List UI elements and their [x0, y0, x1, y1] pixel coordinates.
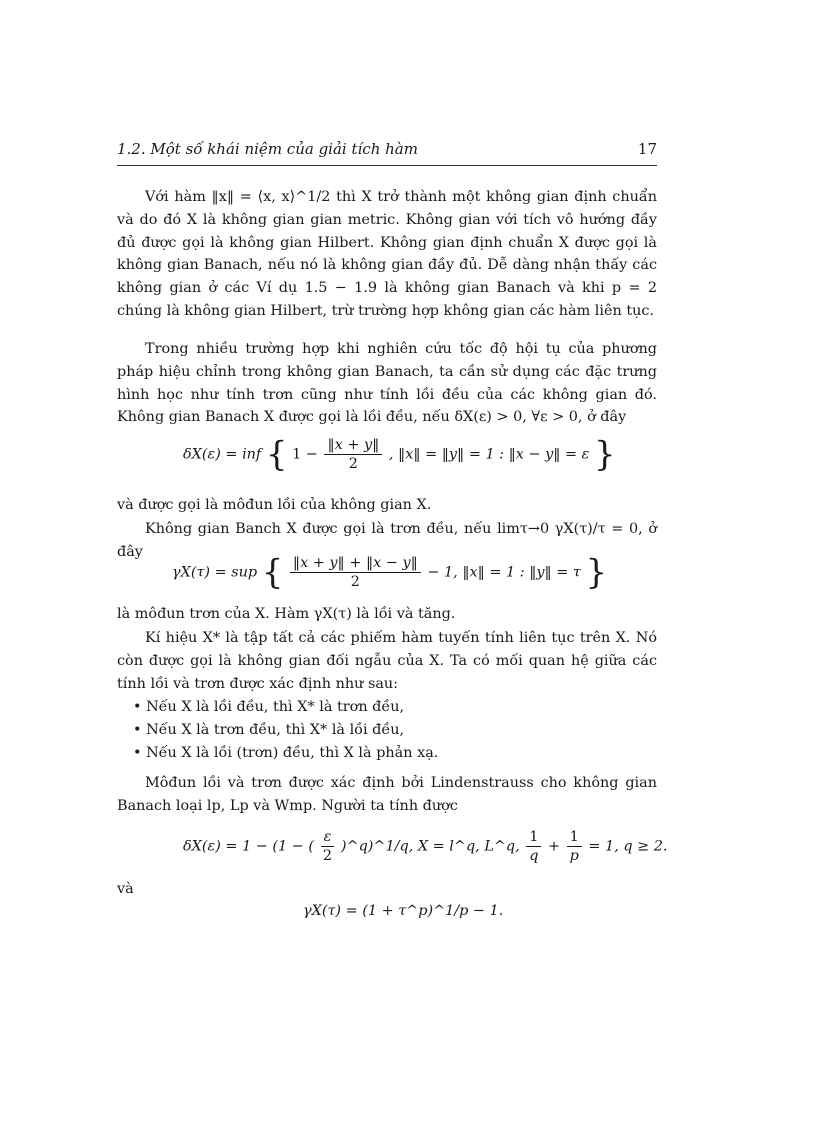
eq-lp-plus: +: [548, 838, 561, 855]
paragraph-4-text: Không gian Banch X được gọi là trơn đều, nếu limτ→0 γX(τ)/τ = 0, ở đây: [117, 521, 657, 560]
equation-lp: [117, 828, 723, 865]
section-title: 1.2. Một số khái niệm của giải tích hàm: [117, 140, 418, 158]
eq-gamma-den: 2: [350, 574, 360, 590]
right-brace: }: [593, 434, 616, 475]
eq-lp-one-q: 1: [526, 828, 541, 847]
page-number: 17: [637, 140, 657, 158]
paragraph-3: [117, 494, 657, 517]
eq-lp-frac-q: [526, 828, 541, 865]
equation-gamma-lp: [117, 903, 816, 919]
bullet-list: [117, 696, 657, 764]
paragraph-6: [117, 627, 657, 695]
header-rule: [117, 165, 657, 166]
left-brace: {: [265, 434, 288, 475]
left-brace: {: [261, 552, 284, 593]
paragraph-1-text: Với hàm ‖x‖ = ⟨x, x⟩^1/2 thì X trở thành một không gian định chuẩn và do đó X là không gian gian metric. Không gian với tích vô hướng đầy đủ được gọi là không gian Hilbert. Không gian định chuẩn X được gọi là không gian Banach, nếu nó là không gian đầy đủ. Dễ dàng nhận thấy các không gian ở các Ví dụ 1.5 − 1.9 là không gian Banach và khi p = 2 chúng là không gian Hilbert, trừ trường hợp không gian các hàm liên tục.: [117, 189, 657, 319]
equation-delta: [117, 436, 723, 473]
eq-delta-den: 2: [348, 456, 358, 472]
eq-delta-lhs: δX(ε) = inf: [183, 446, 262, 463]
eq-lp-tail: = 1, q ≥ 2.: [588, 838, 668, 855]
paragraph-5: [117, 603, 657, 626]
conjunction-va: [117, 878, 657, 901]
paragraph-3-text: và được gọi là môđun lồi của không gian X.: [117, 497, 432, 513]
eq-lp-p: p: [569, 848, 579, 864]
eq-gamma-num: ‖x + y‖ + ‖x − y‖: [290, 554, 421, 573]
bullet-item: • Nếu X là lồi (trơn) đều, thì X là phản xạ.: [133, 744, 439, 761]
eq-lp-q: q: [529, 848, 539, 864]
paragraph-7-text: Môđun lồi và trơn được xác định bởi Lindenstrauss cho không gian Banach loại lp, Lp và Wmp. Người ta tính được: [117, 775, 657, 814]
eq-lp-frac-p: [567, 828, 582, 865]
equation-gamma: [117, 554, 712, 591]
paragraph-7: [117, 772, 657, 818]
paragraph-5-text: là môđun trơn của X. Hàm γX(τ) là lồi và tăng.: [117, 606, 456, 622]
eq-gamma-fraction: [290, 554, 421, 591]
bullet-item: • Nếu X là lồi đều, thì X* là trơn đều,: [133, 699, 405, 715]
right-brace: }: [585, 552, 608, 593]
eq-delta-cond: , ‖x‖ = ‖y‖ = 1 : ‖x − y‖ = ε: [388, 446, 590, 463]
eq-last: γX(τ) = (1 + τ^p)^1/p − 1.: [303, 903, 504, 919]
eq-lp-two: 2: [322, 848, 333, 864]
eq-gamma-lhs: γX(τ) = sup: [172, 564, 258, 581]
eq-delta-fraction: [324, 436, 382, 473]
eq-lp-lhs: δX(ε) = 1 − (1 − (: [183, 838, 315, 855]
paragraph-1: [117, 186, 657, 323]
eq-delta-num: ‖x + y‖: [324, 436, 382, 455]
paragraph-6-text: Kí hiệu X* là tập tất cả các phiếm hàm tuyến tính liên tục trên X. Nó còn được gọi là không gian đối ngẫu của X. Ta có mối quan hệ giữa các tính lồi và trơn được xác định như sau:: [117, 630, 657, 692]
running-head: [117, 140, 657, 158]
eq-delta-one-minus: 1 −: [292, 446, 318, 463]
paragraph-2: [117, 338, 657, 429]
va-text: và: [117, 881, 134, 897]
eq-lp-eps-frac: [321, 828, 335, 865]
eq-lp-mid: )^q)^1/q, X = l^q, L^q,: [340, 838, 520, 855]
eq-lp-eps: ε: [321, 828, 335, 847]
paragraph-2-text: Trong nhiều trường hợp khi nghiên cứu tốc độ hội tụ của phương pháp hiệu chỉnh trong không gian Banach, ta cần sử dụng các đặc trưng hình học như tính trơn cũng như tính lồi đều của các không gian đó. Không gian Banach X được gọi là lồi đều, nếu δX(ε) > 0, ∀ε > 0, ở đây: [117, 341, 657, 426]
bullet-item: • Nếu X là trơn đều, thì X* là lồi đều,: [133, 721, 405, 738]
eq-gamma-cond: − 1, ‖x‖ = 1 : ‖y‖ = τ: [427, 564, 581, 581]
eq-lp-one-p: 1: [567, 828, 582, 847]
